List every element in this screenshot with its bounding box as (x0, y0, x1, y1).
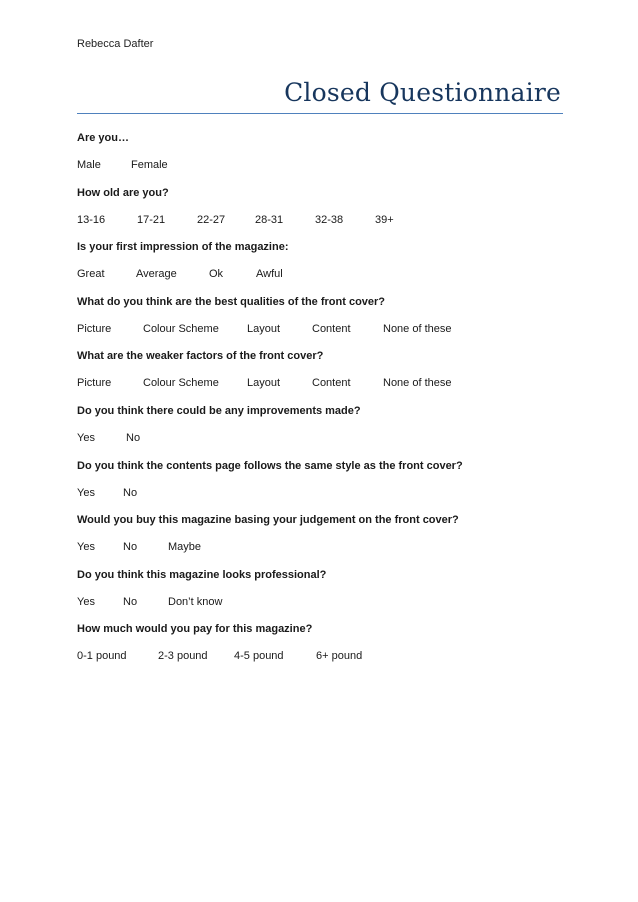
question-text: Is your first impression of the magazine: (77, 241, 289, 254)
answer-option[interactable]: No (126, 431, 141, 444)
answer-option[interactable]: 17-21 (137, 213, 166, 226)
question-text: Do you think there could be any improvements made? (77, 404, 361, 417)
answer-option[interactable]: Content (312, 322, 351, 335)
question-block (77, 460, 567, 515)
answer-option[interactable]: No (123, 486, 138, 499)
question-text: Do you think this magazine looks professional? (77, 568, 327, 581)
question-text: Are you… (77, 132, 129, 144)
question-block (77, 569, 567, 624)
answer-option[interactable]: Colour Scheme (143, 322, 219, 335)
answer-option[interactable]: Yes (77, 431, 95, 444)
question-text: Do you think the contents page follows the same style as the front cover? (77, 459, 463, 472)
answer-option[interactable]: Yes (77, 595, 95, 608)
answer-option[interactable]: Ok (209, 268, 224, 281)
answer-option[interactable]: None of these (383, 322, 452, 335)
question-text: Would you buy this magazine basing your judgement on the front cover? (77, 514, 459, 527)
answer-option[interactable]: Content (312, 377, 351, 390)
answer-option[interactable]: Yes (77, 541, 95, 554)
answer-option[interactable]: 22-27 (197, 213, 226, 226)
answer-option[interactable]: Picture (77, 322, 112, 335)
question-text: How much would you pay for this magazine? (77, 623, 313, 636)
answer-option[interactable]: Great (77, 268, 105, 281)
answer-option[interactable]: 4-5 pound (234, 650, 284, 663)
question-text: What do you think are the best qualities of the front cover? (77, 295, 386, 308)
answer-option[interactable]: No (123, 541, 138, 554)
answer-option[interactable]: Don’t know (168, 595, 223, 608)
question-text: What are the weaker factors of the front cover? (77, 350, 324, 363)
answer-option[interactable]: Layout (247, 377, 281, 390)
answer-option[interactable]: 6+ pound (316, 650, 363, 663)
question-block (77, 132, 567, 187)
answer-option[interactable]: Female (131, 159, 168, 171)
answer-option[interactable]: 39+ (375, 213, 394, 226)
answer-option[interactable]: Average (136, 268, 177, 281)
answer-option[interactable]: 28-31 (255, 213, 284, 226)
question-text: How old are you? (77, 186, 169, 199)
title-divider (77, 113, 563, 114)
answer-option[interactable]: Male (77, 159, 101, 171)
answer-option[interactable]: Awful (256, 268, 283, 281)
answer-option[interactable]: No (123, 595, 138, 608)
answer-option[interactable]: Maybe (168, 541, 202, 554)
answer-option[interactable]: Picture (77, 377, 112, 390)
answer-option[interactable]: 2-3 pound (158, 650, 208, 663)
question-block (77, 514, 567, 569)
header-author: Rebecca Dafter (77, 38, 154, 50)
page-title: Closed Questionnaire (284, 78, 561, 107)
answer-option[interactable]: 0-1 pound (77, 650, 127, 663)
answer-option[interactable]: 13-16 (77, 213, 106, 226)
question-list (77, 132, 567, 678)
question-block (77, 623, 567, 678)
answer-option[interactable]: 32-38 (315, 213, 344, 226)
question-block (77, 405, 567, 460)
question-block (77, 296, 567, 351)
answer-option[interactable]: Layout (247, 322, 281, 335)
answer-option[interactable]: Yes (77, 486, 95, 499)
answer-option[interactable]: Colour Scheme (143, 377, 219, 390)
question-block (77, 241, 567, 296)
answer-option[interactable]: None of these (383, 377, 452, 390)
question-block (77, 350, 567, 405)
question-block (77, 187, 567, 242)
